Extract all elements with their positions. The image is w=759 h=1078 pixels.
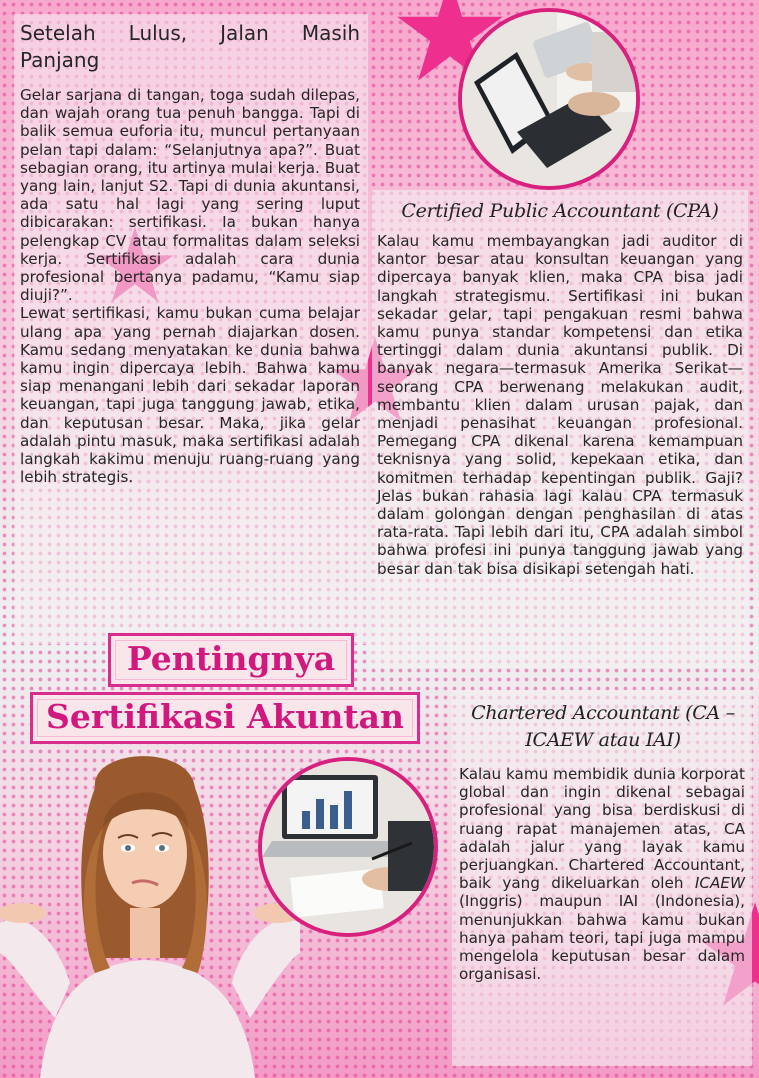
banner-top: Pentingnya <box>108 633 354 687</box>
page-title: Setelah Lulus, Jalan Masih Panjang <box>20 21 360 72</box>
cpa-heading: Certified Public Accountant (CPA) <box>401 200 719 222</box>
chart-laptop-photo <box>258 757 438 937</box>
ca-body-text-2: (Inggris) maupun IAI (Indonesia), menunjukkan bahwa kamu bukan hanya paham teori, tapi juga mampu mengelola keputusan besar dalam organisasi. <box>459 892 745 984</box>
ca-body-text-1: Kalau kamu membidik dunia korporat global dan ingin dikenal sebagai profesional yang bisa berdiskusi di ruang rapat manajemen atas, CA adalah jalur yang layak kamu perjuangkan. Chartered Accountant, baik yang dikeluarkan oleh <box>459 765 745 893</box>
laptop-photo <box>458 8 640 190</box>
chart-laptop-illustration-icon <box>262 761 434 933</box>
ca-heading-line2: ICAEW atau IAI) <box>525 729 681 751</box>
ca-heading <box>458 700 748 754</box>
left-body <box>20 86 360 486</box>
intro-paragraph: Gelar sarjana di tangan, toga sudah dilepas, dan wajah orang tua penuh bangga. Tapi di balik semua euforia itu, muncul pertanyaan pelan tapi dalam: “Selanjutnya apa?”. Buat sebagian orang, itu artinya mulai kerja. Buat yang lain, lanjut S2. Tapi di dunia akuntansi, ada satu hal lagi yang sering luput dibicarakan: sertifikasi. Ia bukan hanya pelengkap CV atau formalitas dalam seleksi kerja. Sertifikasi adalah cara dunia profesional bertanya padamu, “Kamu siap diuji?”. <box>20 86 361 305</box>
ca-body <box>459 765 745 983</box>
ca-body-emphasis: ICAEW <box>694 874 745 893</box>
ca-heading-line1: Chartered Accountant (CA – <box>471 702 735 724</box>
banner-bottom: Sertifikasi Akuntan <box>30 692 420 744</box>
woman-shrugging-photo <box>0 748 300 1078</box>
second-paragraph: Lewat sertifikasi, kamu bukan cuma belajar ulang apa yang pernah diajarkan dosen. Kamu sedang menyatakan ke dunia bahwa kamu ingin dipercaya lebih. Bahwa kamu siap menangani lebih dari sekadar laporan keuangan, tapi juga tanggung jawab, etika, dan keputusan besar. Maka, jika gelar adalah pintu masuk, maka sertifikasi adalah langkah kakimu menuju ruang-ruang yang lebih strategis. <box>20 304 360 487</box>
cpa-body: Kalau kamu membayangkan jadi auditor di kantor besar atau konsultan keuangan yang dipercaya banyak klien, maka CPA bisa jadi langkah strategismu. Sertifikasi ini bukan sekadar gelar, tapi pengakuan resmi bahwa kamu punya standar kompetensi dan etika tertinggi dalam dunia akuntansi publik. Di banyak negara—termasuk Amerika Serikat—seorang CPA berwenang melakukan audit, membantu klien dalam urusan pajak, dan menjadi penasihat keuangan profesional. Pemegang CPA dikenal karena kemampuan teknisnya yang solid, kepekaan etika, dan komitmen terhadap kepentingan publik. Gaji? Jelas bukan rahasia lagi kalau CPA termasuk dalam golongan dengan penghasilan di atas rata-rata. Tapi lebih dari itu, CPA adalah simbol bahwa profesi ini punya tanggung jawab yang besar dan tak bisa disikapi setengah hati. <box>377 232 743 578</box>
laptop-illustration-icon <box>462 12 636 186</box>
